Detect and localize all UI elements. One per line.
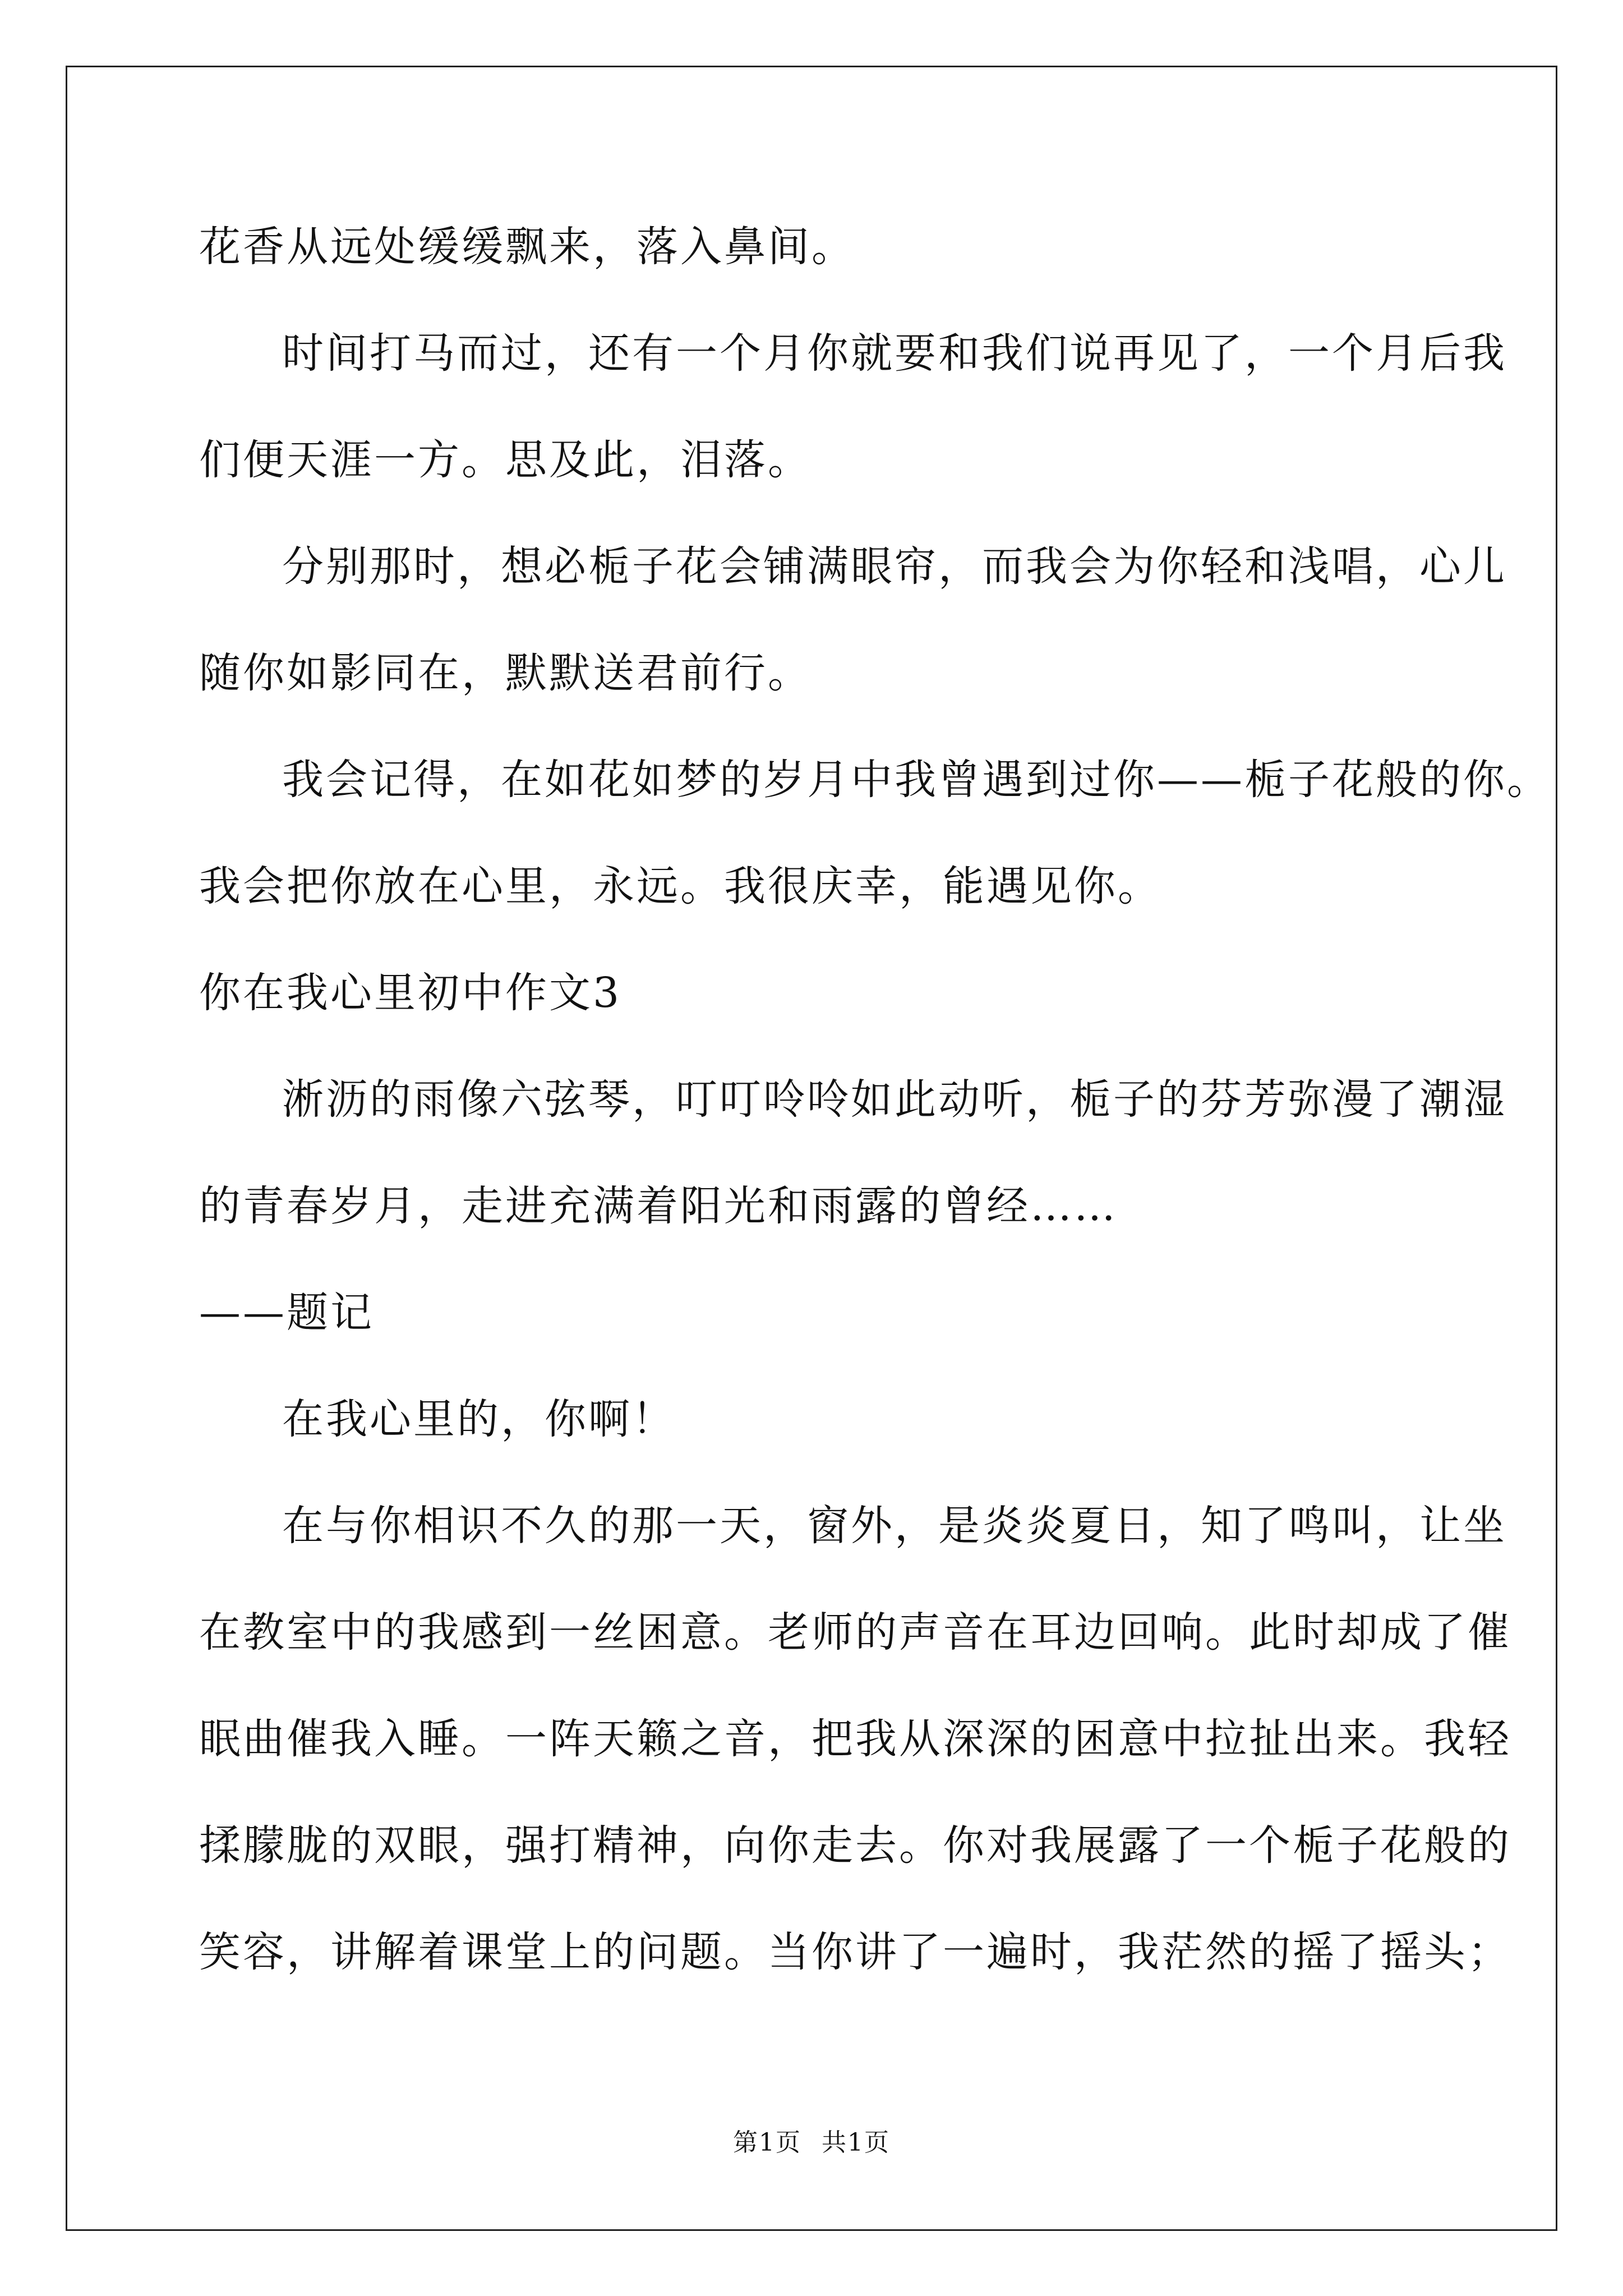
text-line: 在教室中的我感到一丝困意。老师的声音在耳边回响。此时却成了催 [199,1608,1511,1657]
page-total: 共1页 [822,2128,890,2157]
text-line: 你在我心里初中作文3 [199,969,622,1017]
document-body [199,194,1551,2005]
text-line: 的青春岁月，走进充满着阳光和雨露的曾经…… [199,1182,1118,1230]
text-line: 淅沥的雨像六弦琴，叮叮呤呤如此动听，栀子的芬芳弥漫了潮湿 [282,1075,1507,1124]
page-footer [0,2126,1623,2160]
text-line: 花香从远处缓缓飘来，落入鼻间。 [199,223,855,271]
text-line: ——题记 [199,1289,374,1337]
page-number: 第1页 [733,2128,801,2157]
text-line: 分别那时，想必栀子花会铺满眼帘，而我会为你轻和浅唱，心儿 [282,542,1507,591]
text-line: 在我心里的，你啊！ [282,1395,676,1443]
text-line: 揉朦胧的双眼，强打精神，向你走去。你对我展露了一个栀子花般的 [199,1821,1511,1870]
text-line: 眠曲催我入睡。一阵天籁之音，把我从深深的困意中拉扯出来。我轻 [199,1715,1511,1763]
text-line: 时间打马而过，还有一个月你就要和我们说再见了，一个月后我 [282,329,1507,378]
text-line: 在与你相识不久的那一天，窗外，是炎炎夏日，知了鸣叫，让坐 [282,1502,1507,1550]
text-line: 随你如影同在，默默送君前行。 [199,649,811,697]
text-line: 们便天涯一方。思及此，泪落。 [199,436,811,484]
text-line: 我会把你放在心里，永远。我很庆幸，能遇见你。 [199,862,1161,910]
text-line: 我会记得，在如花如梦的岁月中我曾遇到过你——栀子花般的你。 [282,756,1551,804]
text-line: 笑容，讲解着课堂上的问题。当你讲了一遍时，我茫然的摇了摇头； [199,1928,1511,1976]
